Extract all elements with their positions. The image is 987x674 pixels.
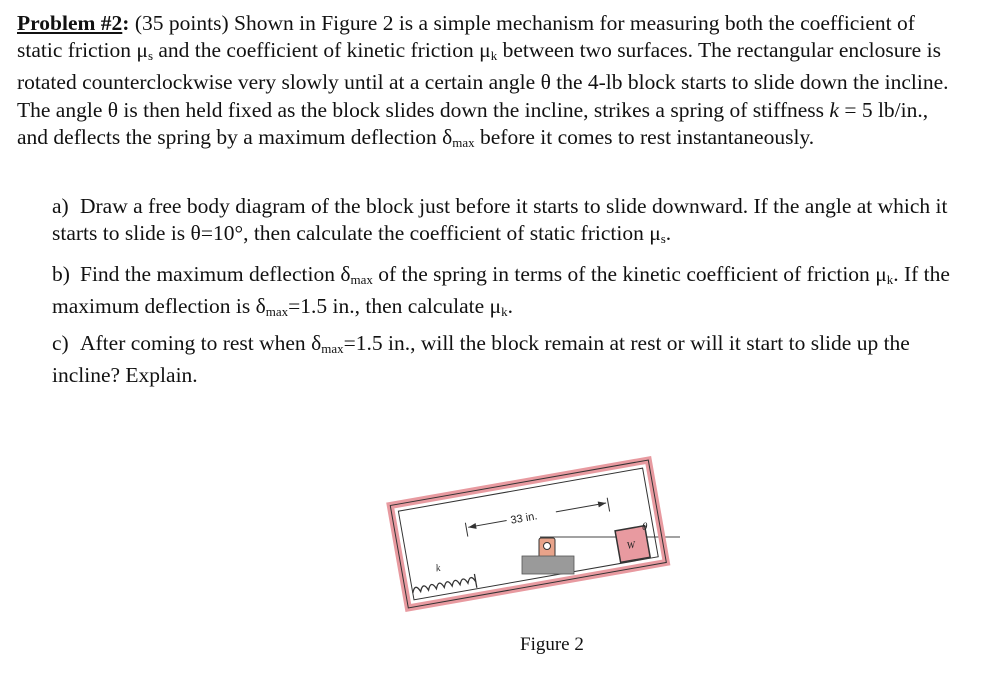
part-a-end: . [665, 221, 672, 246]
delta-sub: max [321, 341, 344, 356]
delta-symbol: δ [311, 331, 322, 355]
dim-arrow-right [598, 500, 607, 507]
delta-sub: max [350, 272, 373, 287]
intro-text-5: before it comes to rest instantaneously. [480, 124, 815, 149]
part-a-label: a) [52, 194, 69, 218]
delta-sub: max [452, 134, 475, 150]
delta-sub: max [265, 304, 289, 320]
angle-label: θ [642, 521, 648, 533]
base [522, 556, 574, 574]
mu-s-sub: s [660, 231, 666, 247]
question-part-c [52, 330, 957, 389]
dimension-label: 33 in. [509, 510, 539, 527]
part-c-text-2: =1.5 in., will the block remain at rest or will it start to slide up the incline? Explain. [52, 331, 910, 388]
intro-text-2: and the coefficient of kinetic friction [158, 38, 474, 63]
part-b-end: . [507, 294, 513, 319]
intro-text-1: Shown in Figure 2 is a simple mechanism for measuring both the coefficient of static friction [17, 11, 915, 63]
intro-text-3: between two surfaces. The rectangular enclosure is rotated counterclockwise very slowly until at a certain angle θ the 4-lb block starts to slide down the incline. The angle θ is then held fixed as the block slides down the incline, strikes a spring of stiffness [17, 38, 949, 122]
delta-symbol: δ [255, 294, 266, 319]
block-label: W [626, 539, 637, 552]
intro-text-4: = 5 lb/in., and deflects the spring by a maximum deflection [17, 97, 929, 149]
mu-k-sub: k [490, 48, 498, 64]
mu-s-symbol: μ [136, 38, 148, 63]
figure-caption: Figure 2 [520, 634, 584, 655]
k-symbol: k [829, 97, 839, 122]
problem-statement: Problem #2: (35 points) Shown in Figure 2 is a simple mechanism for measuring both the coefficient of static friction $\mu_s$ and the coefficient of kinetic friction $\mu_k$ between two surfaces. The rectangular enclosure is rotated counterclockwise very slowly until at a certain angle θ the 4-lb block starts to slide down the incline. The angle θ is then held fixed as the block slides down the incline, strikes a spring of stiffness k = 5 lb/in., and deflects the spring by a maximum deflection $\delta_{max}$ before it comes to rest instantaneously. [17, 11, 949, 150]
part-b-text-3: . If the maximum deflection is [52, 262, 950, 319]
question-part-a [52, 193, 957, 252]
mu-s-symbol: μ [649, 221, 661, 246]
part-c-text-1: After coming to rest when [80, 331, 306, 355]
delta-symbol: δ [442, 124, 453, 149]
enclosure [390, 460, 666, 608]
part-b-text-1: Find the maximum deflection [80, 262, 335, 286]
part-b-text-2: of the spring in terms of the kinetic coefficient of friction [378, 262, 870, 286]
problem-heading: Problem #2 [17, 11, 123, 35]
dim-tick-left [465, 523, 467, 537]
part-b-label: b) [52, 262, 70, 286]
spring-label: k [435, 562, 442, 575]
mechanism-figure [380, 420, 700, 620]
mu-k-symbol: μ [489, 294, 502, 319]
problem-points: (35 points) [134, 11, 229, 35]
mu-k-symbol: μ [479, 38, 491, 63]
part-c-label: c) [52, 331, 69, 355]
mu-k-symbol: μ [875, 262, 887, 286]
mu-k-sub: k [501, 304, 508, 320]
dim-arrow-left [468, 523, 477, 530]
dim-tick-right [607, 498, 609, 512]
part-b-text-4: =1.5 in., then calculate [288, 294, 485, 319]
mu-k-sub: k [886, 272, 894, 287]
question-part-b [52, 261, 957, 325]
delta-symbol: δ [340, 262, 351, 286]
pivot-pin [544, 543, 551, 550]
mu-s-sub: s [147, 48, 153, 64]
part-a-text: Draw a free body diagram of the block just before it starts to slide downward. If the angle at which it starts to slide is θ=10°, then calculate the coefficient of static friction [52, 194, 948, 246]
